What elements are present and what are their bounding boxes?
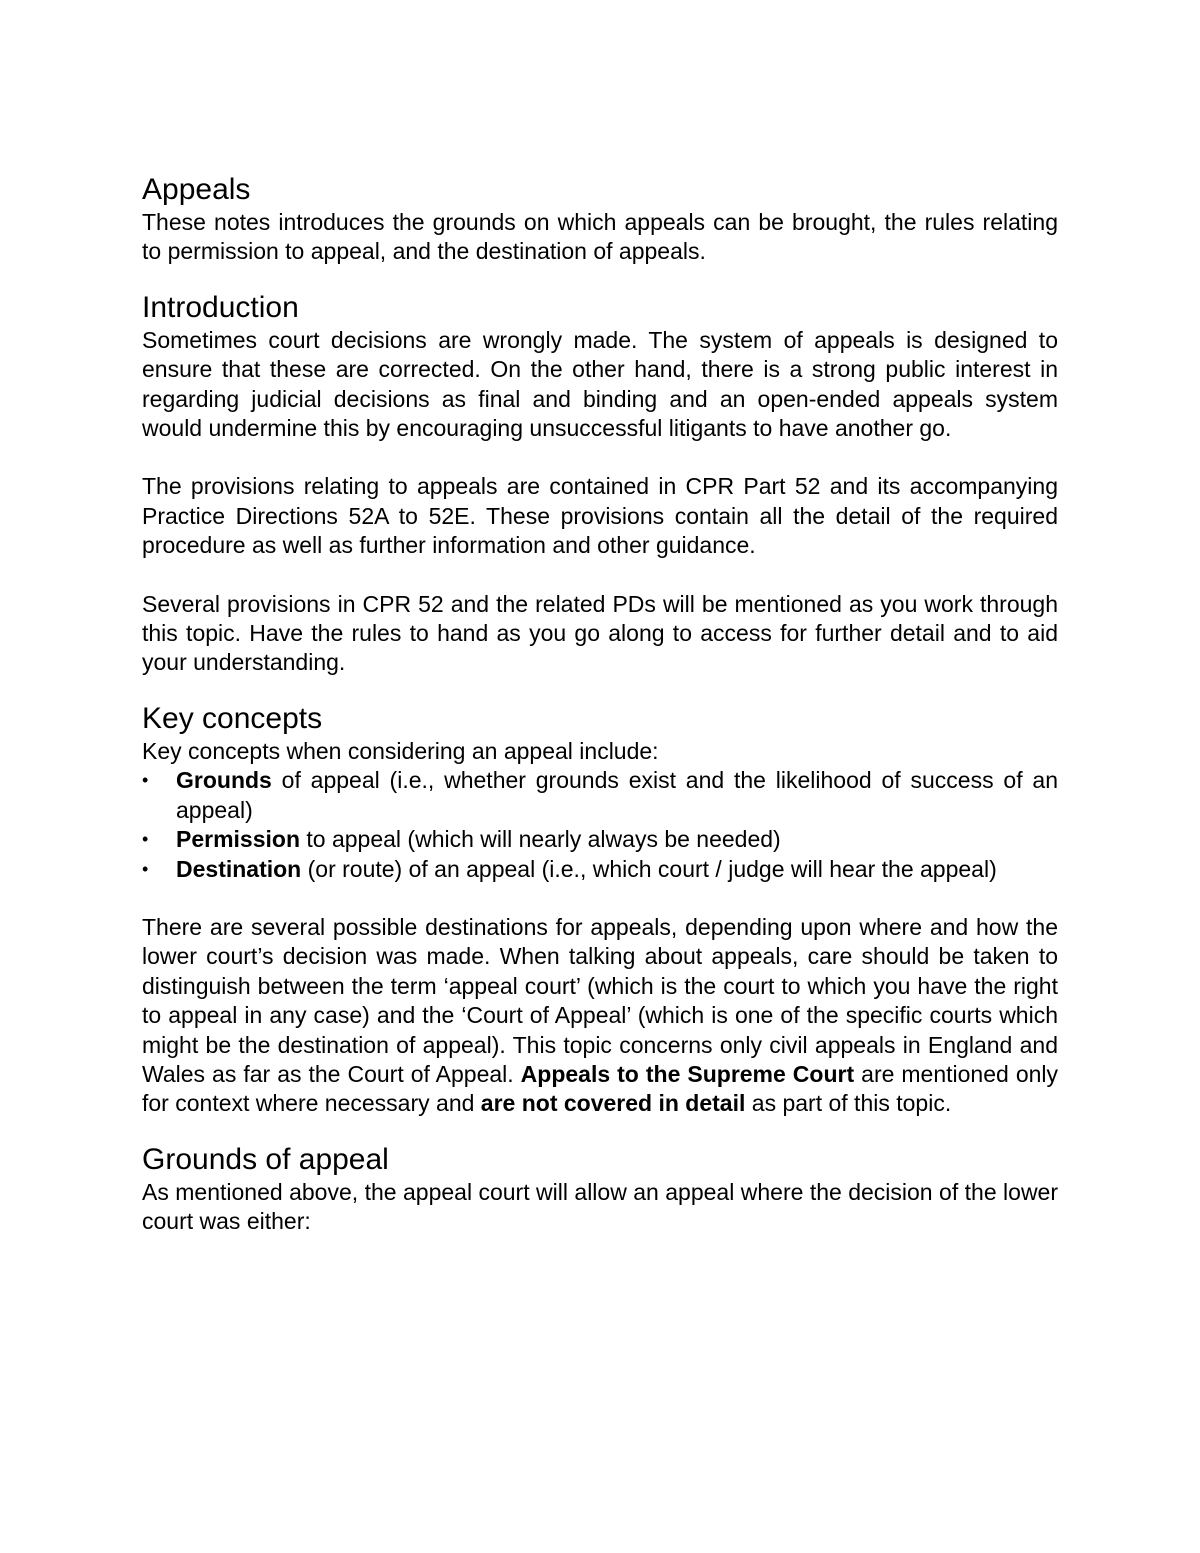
destinations-text-1: There are several possible destinations for appeals, depending upon where and how the lower court’s decision was made. When talking about appeals, care should be taken to distinguish between the term ‘appeal court’ (which is the court to which you have the right to appeal in any case) and the ‘Court of Appeal’ (which is one of the specific courts which might be the destination of appeal). This topic concerns only civil appeals in England and Wales as far as the Court of Appeal. xyxy=(142,913,1058,1087)
list-item xyxy=(142,825,1058,854)
section-heading-key-concepts: Key concepts xyxy=(142,701,323,735)
section-heading-introduction: Introduction xyxy=(142,290,299,324)
key-concepts-lead: Key concepts when considering an appeal include: xyxy=(142,737,659,764)
list-item xyxy=(142,855,1058,884)
bullet-icon: • xyxy=(142,829,149,850)
introduction-paragraph-3: Several provisions in CPR 52 and the related PDs will be mentioned as you work through this topic. Have the rules to hand as you go along to access for further detail and to aid your understanding. xyxy=(142,590,1058,676)
document-page xyxy=(142,166,1058,1237)
key-concepts-list xyxy=(142,766,1058,884)
introduction-paragraph-2: The provisions relating to appeals are contained in CPR Part 52 and its accompanying Practice Directions 52A to 52E. These provisions contain all the detail of the required procedure as well as further information and other guidance. xyxy=(142,473,1058,559)
list-item xyxy=(142,766,1058,825)
introduction-paragraph-1: Sometimes court decisions are wrongly made. The system of appeals is designed to ensure that these are corrected. On the other hand, there is a strong public interest in regarding judicial decisions as final and binding and an open-ended appeals system would undermine this by encouraging unsuccessful litigants to have another go. xyxy=(142,326,1058,442)
intro-paragraph: These notes introduces the grounds on which appeals can be brought, the rules relating to permission to appeal, and the destination of appeals. xyxy=(142,209,1058,265)
destinations-bold-1: Appeals to the Supreme Court xyxy=(520,1060,855,1087)
bullet-icon: • xyxy=(142,858,149,879)
list-item-term: Grounds xyxy=(176,767,272,794)
list-item-text: of appeal (i.e., whether grounds exist and the likelihood of success of an appeal) xyxy=(176,767,1058,823)
section-heading-grounds: Grounds of appeal xyxy=(142,1142,389,1176)
page-title: Appeals xyxy=(142,173,251,206)
list-item-text: to appeal (which will nearly always be needed) xyxy=(300,826,781,853)
destinations-text-2: are mentioned only for context where necessary and xyxy=(142,1060,1059,1117)
bullet-icon: • xyxy=(142,770,149,791)
destinations-paragraph xyxy=(142,913,1058,1119)
grounds-paragraph-1: As mentioned above, the appeal court will allow an appeal where the decision of the lower court was either: xyxy=(142,1178,1058,1235)
destinations-bold-2: are not covered in detail xyxy=(480,1090,746,1117)
list-item-term: Destination xyxy=(176,855,302,882)
list-item-term: Permission xyxy=(176,826,300,853)
list-item-text: (or route) of an appeal (i.e., which court / judge will hear the appeal) xyxy=(301,855,997,882)
destinations-text-3: as part of this topic. xyxy=(745,1090,952,1117)
